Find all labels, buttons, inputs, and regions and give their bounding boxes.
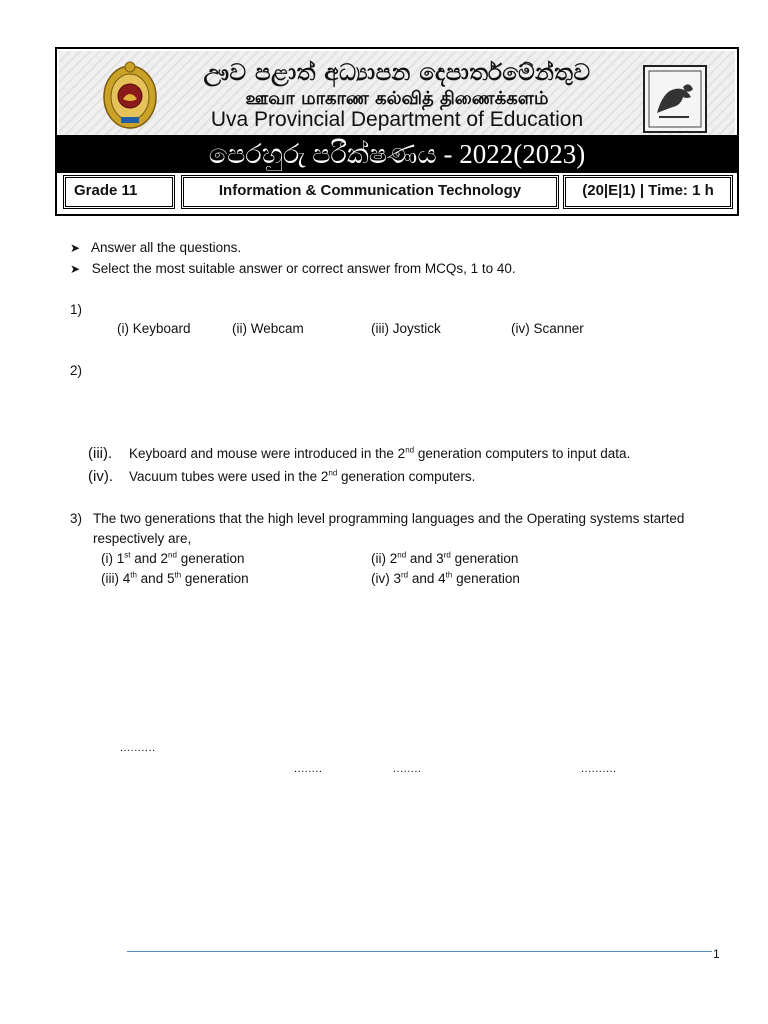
department-title-tamil: ஊவா மாகாண கல்வித் திணைக்களம் xyxy=(245,88,549,109)
question-2-number: 2) xyxy=(70,363,83,378)
subject-cell: Information & Communication Technology xyxy=(181,175,559,209)
department-title-sinhala: ඌව පළාත් අධ්‍යාපන දෙපාර්තමේන්තුව xyxy=(203,59,591,86)
page-number: 1 xyxy=(713,947,720,961)
q3-option-3: (iii) 4th and 5th generation xyxy=(101,570,249,586)
q3-option-4: (iv) 3rd and 4th generation xyxy=(371,570,520,586)
answer-blank: .......... xyxy=(120,742,156,754)
question-3-number: 3) xyxy=(70,511,83,526)
q2-statement-4-label: (iv). xyxy=(88,468,113,485)
exam-title-band xyxy=(57,135,737,173)
q2-statement-3-label: (iii). xyxy=(88,445,113,462)
question-3-text-continued: respectively are, xyxy=(93,531,192,546)
q3-option-2: (ii) 2nd and 3rd generation xyxy=(371,550,519,566)
grade-cell: Grade 11 xyxy=(63,175,175,209)
exam-header xyxy=(55,47,739,216)
instruction-item xyxy=(70,261,516,276)
q1-option-4: (iv) Scanner xyxy=(511,321,584,336)
header-banner xyxy=(59,51,735,135)
q1-option-2: (ii) Webcam xyxy=(232,321,304,336)
arrow-bullet-icon: ➤ xyxy=(70,262,81,276)
q3-option-1: (i) 1st and 2nd generation xyxy=(101,550,245,566)
q2-statement-3: Keyboard and mouse were introduced in the 2nd generation computers to input data. xyxy=(129,445,631,461)
answer-blank: .......... xyxy=(581,763,617,775)
question-3-text: The two generations that the high level programming languages and the Operating systems started xyxy=(93,511,685,526)
footer-divider xyxy=(127,951,712,952)
instruction-text: Answer all the questions. xyxy=(91,240,242,255)
q2-statement-4: Vacuum tubes were used in the 2nd generation computers. xyxy=(129,468,476,484)
q1-option-3: (iii) Joystick xyxy=(371,321,441,336)
paper-code-time-cell: (20|E|1) | Time: 1 h xyxy=(563,175,733,209)
question-1-number: 1) xyxy=(70,302,83,317)
exam-title: පෙරහුරු පරීක්ෂණය - 2022(2023) xyxy=(208,139,586,169)
instruction-item xyxy=(70,240,241,255)
answer-blank: ........ xyxy=(294,763,323,775)
answer-blank: ........ xyxy=(393,763,422,775)
department-title-english: Uva Provincial Department of Education xyxy=(210,108,584,131)
q1-option-1: (i) Keyboard xyxy=(117,321,191,336)
instruction-text: Select the most suitable answer or correct answer from MCQs, 1 to 40. xyxy=(91,261,516,276)
arrow-bullet-icon: ➤ xyxy=(70,241,81,255)
